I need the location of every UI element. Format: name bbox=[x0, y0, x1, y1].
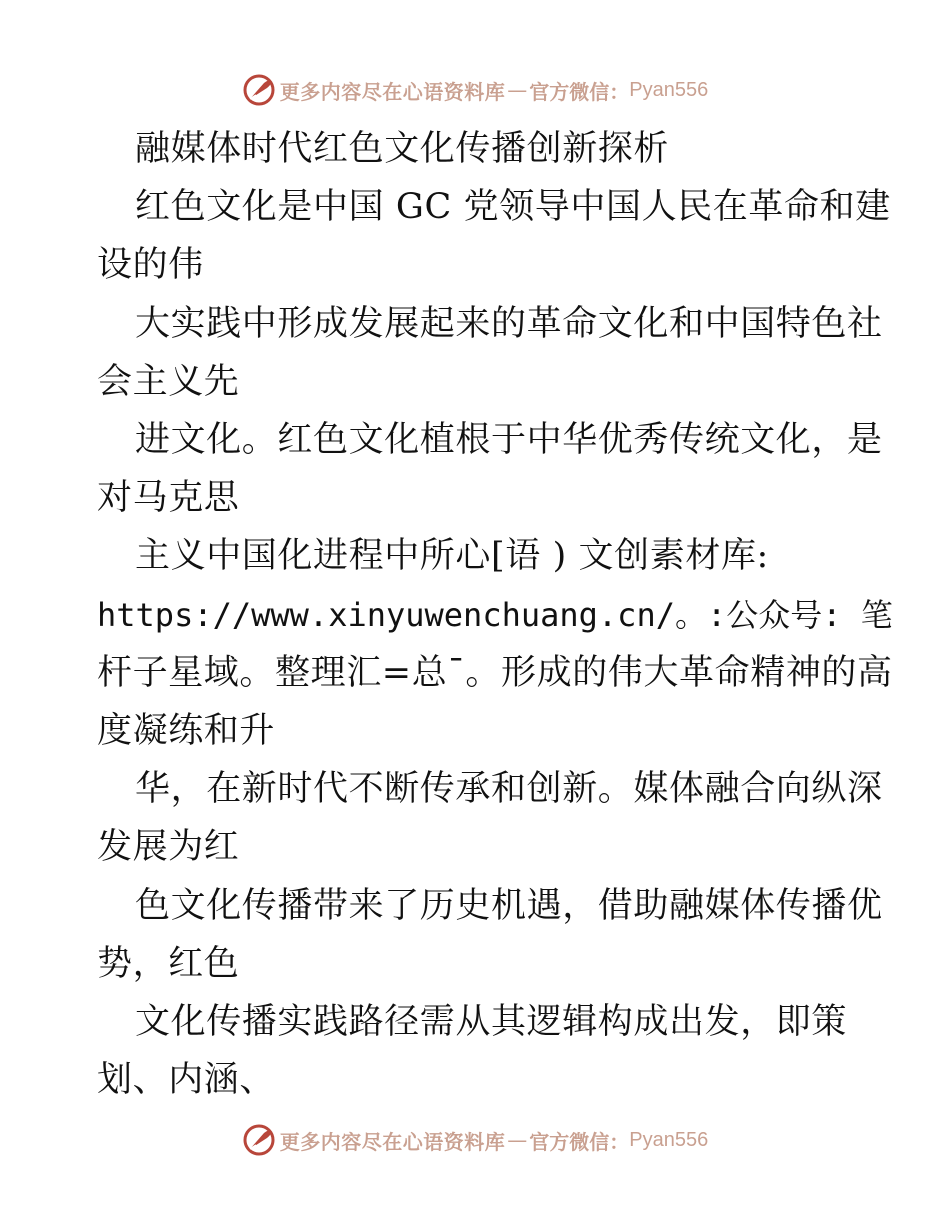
document-title: 融媒体时代红色文化传播创新探析 bbox=[135, 129, 670, 169]
banner-dash: — bbox=[507, 78, 528, 102]
paragraph-line: 势，红色 bbox=[97, 943, 240, 984]
paragraph-line: 色文化传播带来了历史机遇，借助融媒体传播优 bbox=[135, 885, 883, 926]
paragraph-line: 主义中国化进程中所心[语 ) 文创素材库: bbox=[135, 536, 769, 577]
paragraph-line: 发展为红 bbox=[97, 827, 240, 868]
paragraph-line: 红色文化是中国 GC 党领导中国人民在革命和建 bbox=[135, 187, 891, 228]
paragraph-line: 华，在新时代不断传承和创新。媒体融合向纵深 bbox=[135, 769, 883, 810]
paragraph-line: 进文化。红色文化植根于中华优秀传统文化，是 bbox=[135, 420, 883, 461]
banner-site-text: 更多内容尽在心语资料库 bbox=[279, 79, 506, 104]
banner-site-text: 更多内容尽在心语资料库 bbox=[279, 1129, 506, 1154]
paragraph-line: 对马克思 bbox=[97, 478, 240, 519]
paragraph-line: 杆子星域。整理汇=总¯。形成的伟大革命精神的高 bbox=[97, 652, 893, 693]
paragraph-line: 会主义先 bbox=[97, 361, 240, 402]
paragraph-line-url: https://www.xinyuwenchuang.cn/。:公众号: 笔 bbox=[97, 595, 893, 634]
paragraph-line: 文化传播实践路径需从其逻辑构成出发，即策 bbox=[135, 1002, 848, 1043]
paragraph-line: 大实践中形成发展起来的革命文化和中国特色社 bbox=[135, 303, 883, 344]
banner-dash: — bbox=[507, 1128, 528, 1152]
quill-pen-circle-logo-icon bbox=[242, 73, 276, 107]
banner-wechat-id: Pyan556 bbox=[629, 78, 709, 101]
document-body bbox=[97, 120, 893, 1109]
paragraph-line: 度凝练和升 bbox=[97, 711, 276, 752]
paragraph-line: 设的伟 bbox=[97, 245, 204, 286]
banner-wechat-label: 官方微信： bbox=[529, 79, 630, 104]
banner-wechat-id: Pyan556 bbox=[629, 1128, 709, 1151]
header-watermark-banner bbox=[0, 70, 950, 110]
footer-watermark-banner bbox=[0, 1120, 950, 1160]
banner-wechat-label: 官方微信： bbox=[529, 1129, 630, 1154]
paragraph-line: 划、内涵、 bbox=[97, 1060, 276, 1101]
quill-pen-circle-logo-icon bbox=[242, 1123, 276, 1157]
